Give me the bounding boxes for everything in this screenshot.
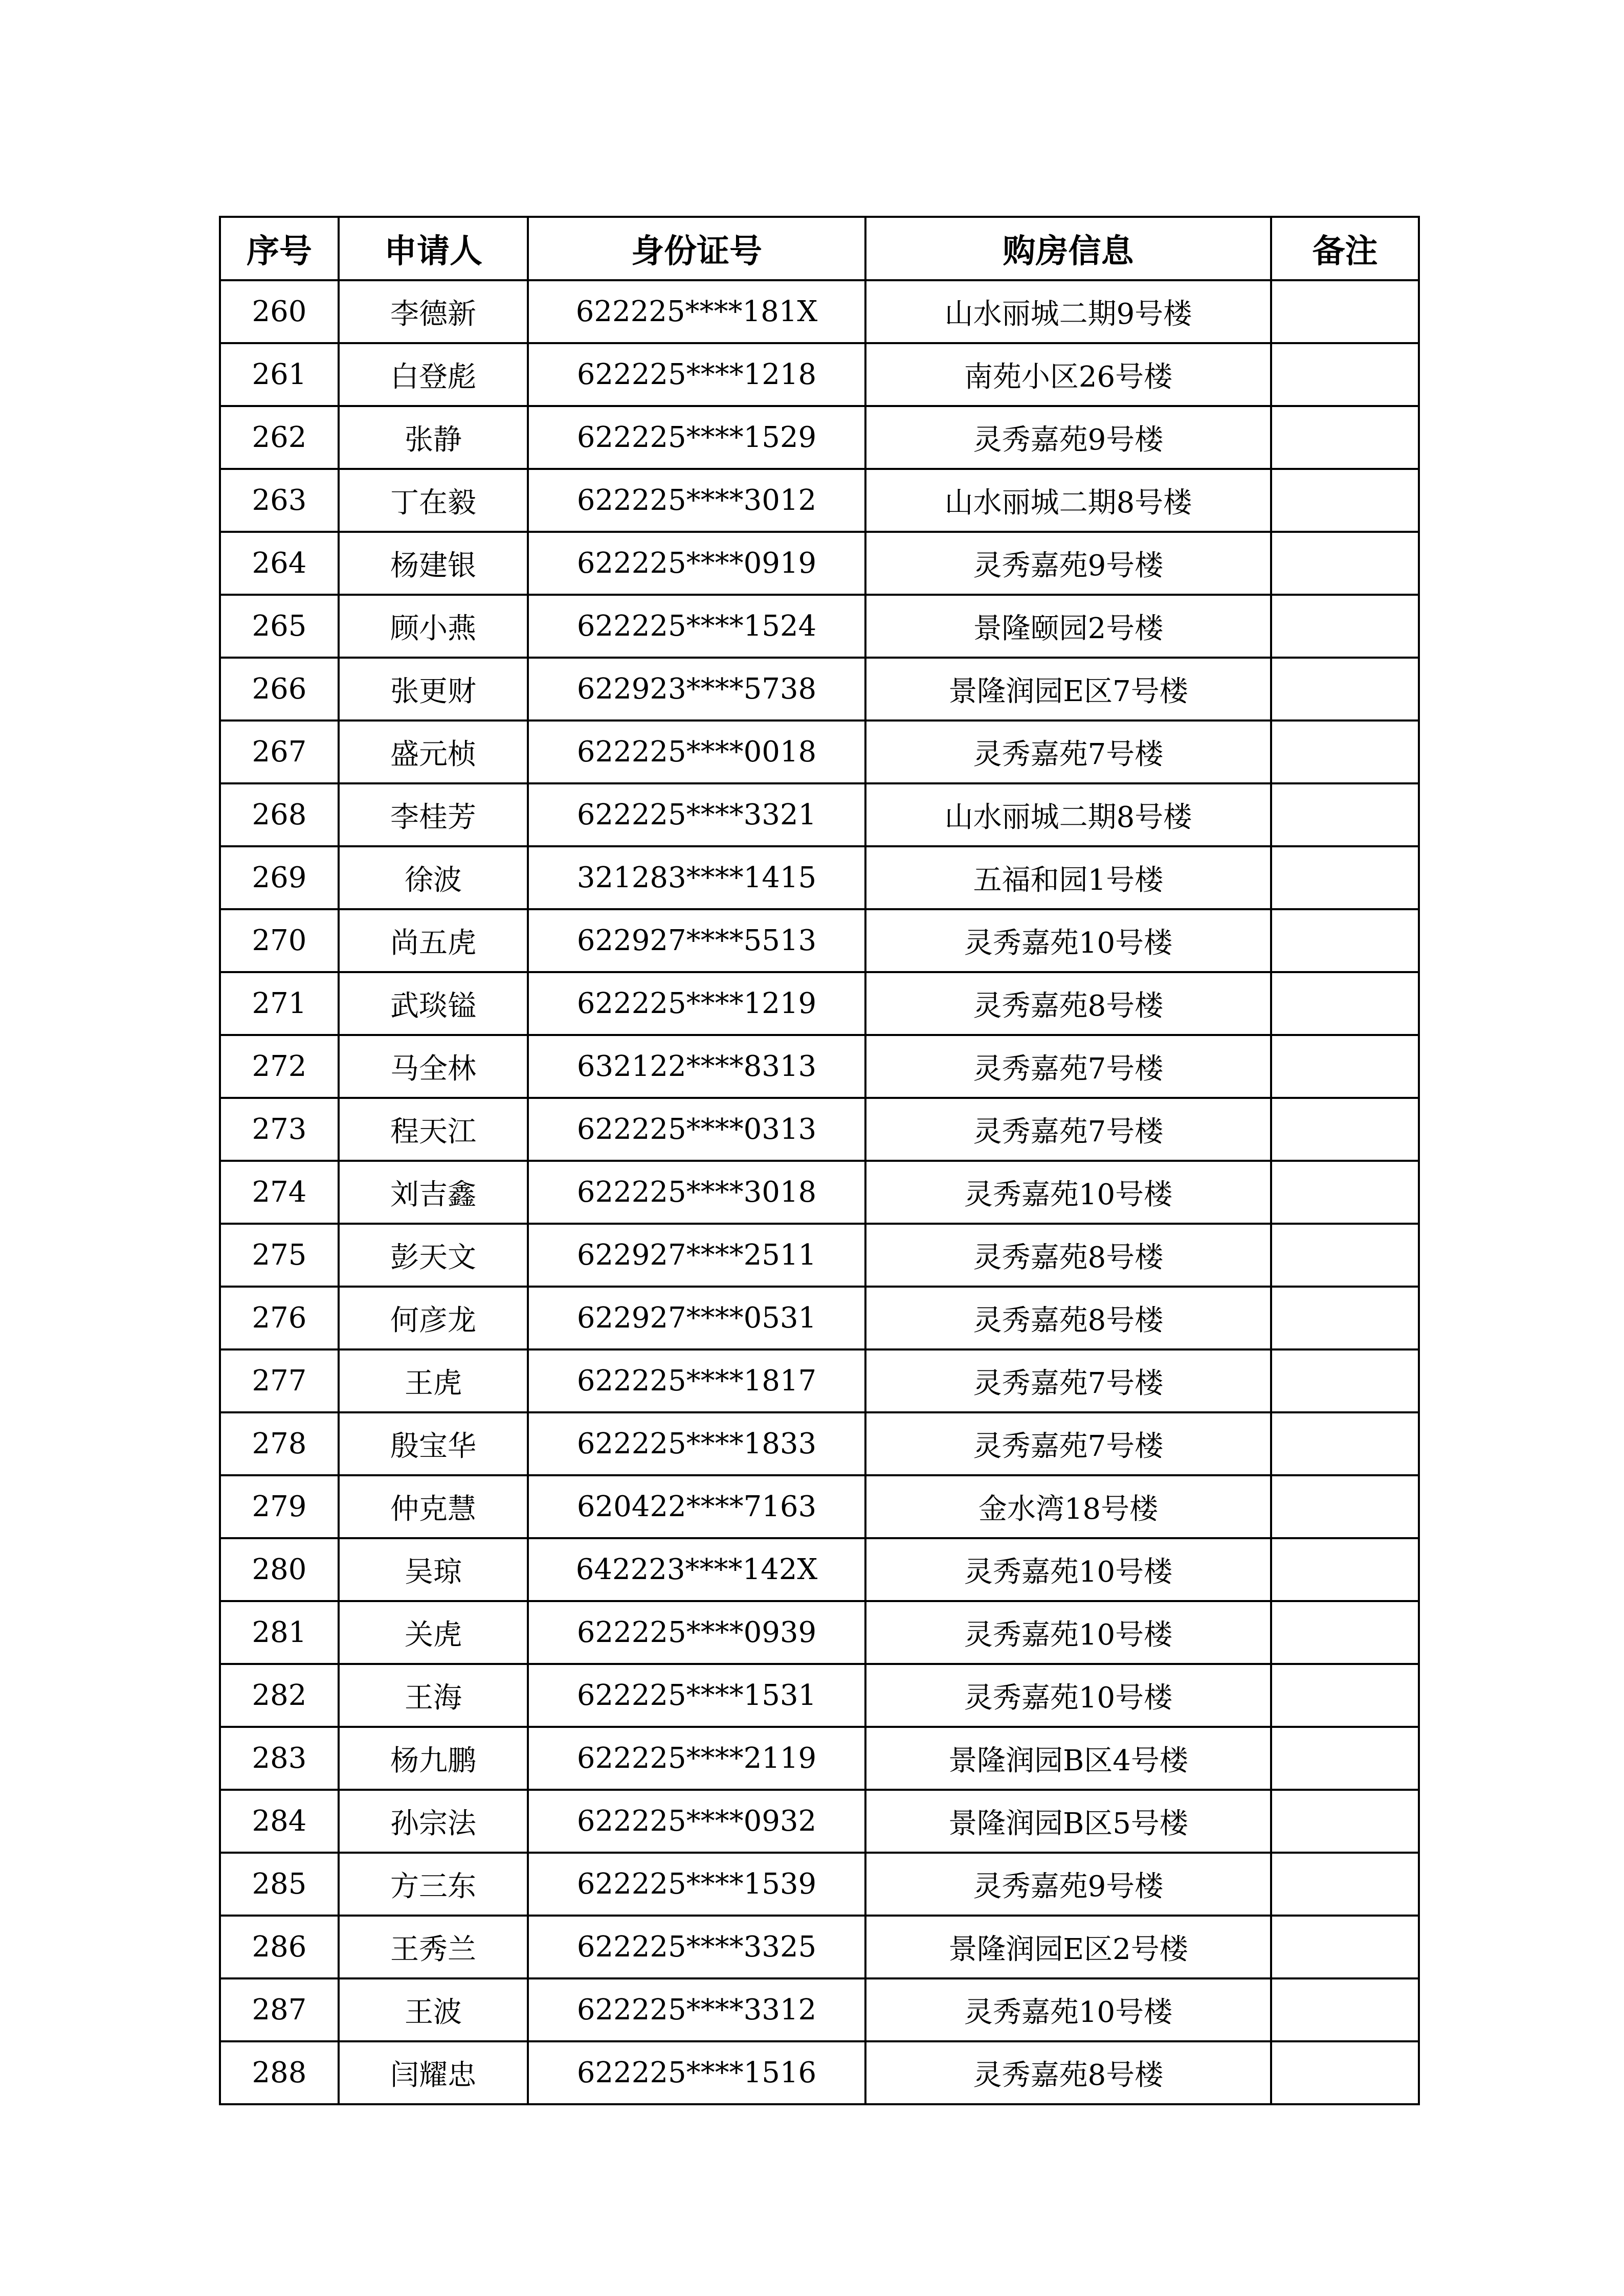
cell-seq: 272 bbox=[220, 1035, 339, 1098]
header-remarks: 备注 bbox=[1271, 217, 1419, 280]
cell-housing: 景隆润园E区2号楼 bbox=[865, 1916, 1271, 1978]
cell-remarks bbox=[1271, 846, 1419, 909]
cell-seq: 282 bbox=[220, 1664, 339, 1727]
cell-id-number: 622225****3325 bbox=[528, 1916, 865, 1978]
table-row bbox=[220, 1475, 1419, 1538]
cell-applicant: 王海 bbox=[339, 1664, 528, 1727]
table-row bbox=[220, 1349, 1419, 1412]
table-row bbox=[220, 1727, 1419, 1790]
cell-applicant: 李桂芳 bbox=[339, 783, 528, 846]
cell-remarks bbox=[1271, 658, 1419, 721]
applicant-table bbox=[219, 216, 1420, 2105]
cell-seq: 267 bbox=[220, 721, 339, 783]
table-row bbox=[220, 1538, 1419, 1601]
cell-id-number: 622225****1529 bbox=[528, 406, 865, 469]
table-row bbox=[220, 1035, 1419, 1098]
cell-applicant: 尚五虎 bbox=[339, 909, 528, 972]
cell-applicant: 吴琼 bbox=[339, 1538, 528, 1601]
table-row bbox=[220, 2041, 1419, 2104]
table-row bbox=[220, 909, 1419, 972]
cell-seq: 273 bbox=[220, 1098, 339, 1161]
table-row bbox=[220, 1601, 1419, 1664]
cell-seq: 271 bbox=[220, 972, 339, 1035]
cell-remarks bbox=[1271, 469, 1419, 532]
cell-housing: 灵秀嘉苑10号楼 bbox=[865, 1601, 1271, 1664]
cell-remarks bbox=[1271, 1853, 1419, 1916]
cell-seq: 275 bbox=[220, 1224, 339, 1287]
cell-applicant: 武琰镒 bbox=[339, 972, 528, 1035]
cell-remarks bbox=[1271, 1727, 1419, 1790]
cell-id-number: 622225****3321 bbox=[528, 783, 865, 846]
header-row bbox=[220, 217, 1419, 280]
cell-seq: 274 bbox=[220, 1161, 339, 1224]
cell-seq: 266 bbox=[220, 658, 339, 721]
cell-applicant: 殷宝华 bbox=[339, 1412, 528, 1475]
cell-housing: 山水丽城二期8号楼 bbox=[865, 783, 1271, 846]
table-row bbox=[220, 343, 1419, 406]
cell-remarks bbox=[1271, 1161, 1419, 1224]
cell-seq: 280 bbox=[220, 1538, 339, 1601]
cell-housing: 景隆润园B区4号楼 bbox=[865, 1727, 1271, 1790]
table-row bbox=[220, 595, 1419, 658]
cell-remarks bbox=[1271, 2041, 1419, 2104]
table-row bbox=[220, 1978, 1419, 2041]
cell-applicant: 盛元桢 bbox=[339, 721, 528, 783]
table-row bbox=[220, 280, 1419, 343]
cell-applicant: 杨九鹏 bbox=[339, 1727, 528, 1790]
cell-seq: 268 bbox=[220, 783, 339, 846]
cell-remarks bbox=[1271, 1790, 1419, 1853]
cell-remarks bbox=[1271, 783, 1419, 846]
cell-id-number: 622225****1817 bbox=[528, 1349, 865, 1412]
table-row bbox=[220, 972, 1419, 1035]
cell-housing: 景隆颐园2号楼 bbox=[865, 595, 1271, 658]
cell-applicant: 孙宗法 bbox=[339, 1790, 528, 1853]
cell-id-number: 622927****2511 bbox=[528, 1224, 865, 1287]
table-row bbox=[220, 783, 1419, 846]
table-header bbox=[220, 217, 1419, 280]
cell-housing: 山水丽城二期8号楼 bbox=[865, 469, 1271, 532]
cell-seq: 276 bbox=[220, 1287, 339, 1349]
table-row bbox=[220, 1664, 1419, 1727]
cell-id-number: 622225****0313 bbox=[528, 1098, 865, 1161]
cell-housing: 灵秀嘉苑10号楼 bbox=[865, 1538, 1271, 1601]
cell-applicant: 白登彪 bbox=[339, 343, 528, 406]
table-row bbox=[220, 1853, 1419, 1916]
cell-seq: 261 bbox=[220, 343, 339, 406]
cell-remarks bbox=[1271, 1287, 1419, 1349]
cell-housing: 灵秀嘉苑10号楼 bbox=[865, 1664, 1271, 1727]
cell-housing: 灵秀嘉苑7号楼 bbox=[865, 1349, 1271, 1412]
table-row bbox=[220, 1412, 1419, 1475]
cell-seq: 270 bbox=[220, 909, 339, 972]
cell-seq: 269 bbox=[220, 846, 339, 909]
cell-remarks bbox=[1271, 406, 1419, 469]
cell-housing: 灵秀嘉苑8号楼 bbox=[865, 2041, 1271, 2104]
cell-seq: 278 bbox=[220, 1412, 339, 1475]
table-row bbox=[220, 532, 1419, 595]
cell-seq: 285 bbox=[220, 1853, 339, 1916]
cell-remarks bbox=[1271, 1916, 1419, 1978]
cell-remarks bbox=[1271, 1098, 1419, 1161]
cell-remarks bbox=[1271, 532, 1419, 595]
cell-housing: 灵秀嘉苑8号楼 bbox=[865, 1287, 1271, 1349]
cell-applicant: 刘吉鑫 bbox=[339, 1161, 528, 1224]
cell-housing: 灵秀嘉苑10号楼 bbox=[865, 1978, 1271, 2041]
cell-housing: 灵秀嘉苑9号楼 bbox=[865, 1853, 1271, 1916]
cell-applicant: 徐波 bbox=[339, 846, 528, 909]
cell-remarks bbox=[1271, 280, 1419, 343]
table-row bbox=[220, 406, 1419, 469]
header-applicant: 申请人 bbox=[339, 217, 528, 280]
cell-id-number: 632122****8313 bbox=[528, 1035, 865, 1098]
table-row bbox=[220, 1790, 1419, 1853]
cell-applicant: 丁在毅 bbox=[339, 469, 528, 532]
cell-remarks bbox=[1271, 1978, 1419, 2041]
table-row bbox=[220, 1224, 1419, 1287]
cell-id-number: 622225****3012 bbox=[528, 469, 865, 532]
cell-applicant: 关虎 bbox=[339, 1601, 528, 1664]
cell-remarks bbox=[1271, 1349, 1419, 1412]
cell-housing: 灵秀嘉苑7号楼 bbox=[865, 1098, 1271, 1161]
cell-housing: 灵秀嘉苑7号楼 bbox=[865, 1035, 1271, 1098]
cell-remarks bbox=[1271, 343, 1419, 406]
cell-id-number: 622225****3312 bbox=[528, 1978, 865, 2041]
cell-applicant: 杨建银 bbox=[339, 532, 528, 595]
cell-housing: 景隆润园E区7号楼 bbox=[865, 658, 1271, 721]
cell-id-number: 622225****1219 bbox=[528, 972, 865, 1035]
cell-housing: 南苑小区26号楼 bbox=[865, 343, 1271, 406]
cell-housing: 景隆润园B区5号楼 bbox=[865, 1790, 1271, 1853]
cell-id-number: 622225****1539 bbox=[528, 1853, 865, 1916]
cell-housing: 灵秀嘉苑9号楼 bbox=[865, 532, 1271, 595]
cell-applicant: 李德新 bbox=[339, 280, 528, 343]
cell-id-number: 622225****0919 bbox=[528, 532, 865, 595]
cell-applicant: 张静 bbox=[339, 406, 528, 469]
cell-id-number: 622927****0531 bbox=[528, 1287, 865, 1349]
cell-applicant: 方三东 bbox=[339, 1853, 528, 1916]
cell-housing: 灵秀嘉苑8号楼 bbox=[865, 1224, 1271, 1287]
table-row bbox=[220, 1916, 1419, 1978]
cell-housing: 灵秀嘉苑7号楼 bbox=[865, 1412, 1271, 1475]
cell-id-number: 620422****7163 bbox=[528, 1475, 865, 1538]
cell-housing: 灵秀嘉苑8号楼 bbox=[865, 972, 1271, 1035]
cell-housing: 五福和园1号楼 bbox=[865, 846, 1271, 909]
cell-housing: 灵秀嘉苑9号楼 bbox=[865, 406, 1271, 469]
cell-remarks bbox=[1271, 1475, 1419, 1538]
cell-id-number: 622225****2119 bbox=[528, 1727, 865, 1790]
cell-housing: 灵秀嘉苑10号楼 bbox=[865, 1161, 1271, 1224]
cell-applicant: 王虎 bbox=[339, 1349, 528, 1412]
cell-applicant: 彭天文 bbox=[339, 1224, 528, 1287]
cell-id-number: 622225****1516 bbox=[528, 2041, 865, 2104]
cell-seq: 288 bbox=[220, 2041, 339, 2104]
cell-applicant: 马全林 bbox=[339, 1035, 528, 1098]
table-row bbox=[220, 1161, 1419, 1224]
table-row bbox=[220, 658, 1419, 721]
cell-remarks bbox=[1271, 1601, 1419, 1664]
table-row bbox=[220, 1098, 1419, 1161]
cell-id-number: 622225****1218 bbox=[528, 343, 865, 406]
cell-remarks bbox=[1271, 595, 1419, 658]
cell-remarks bbox=[1271, 1224, 1419, 1287]
cell-seq: 284 bbox=[220, 1790, 339, 1853]
cell-seq: 279 bbox=[220, 1475, 339, 1538]
cell-id-number: 622225****1524 bbox=[528, 595, 865, 658]
header-id-number: 身份证号 bbox=[528, 217, 865, 280]
table-row bbox=[220, 721, 1419, 783]
cell-remarks bbox=[1271, 972, 1419, 1035]
header-housing: 购房信息 bbox=[865, 217, 1271, 280]
cell-seq: 286 bbox=[220, 1916, 339, 1978]
cell-remarks bbox=[1271, 721, 1419, 783]
cell-id-number: 622225****3018 bbox=[528, 1161, 865, 1224]
table-row bbox=[220, 846, 1419, 909]
cell-housing: 金水湾18号楼 bbox=[865, 1475, 1271, 1538]
cell-housing: 灵秀嘉苑7号楼 bbox=[865, 721, 1271, 783]
cell-housing: 山水丽城二期9号楼 bbox=[865, 280, 1271, 343]
cell-applicant: 王秀兰 bbox=[339, 1916, 528, 1978]
cell-remarks bbox=[1271, 909, 1419, 972]
cell-remarks bbox=[1271, 1035, 1419, 1098]
cell-id-number: 622225****0939 bbox=[528, 1601, 865, 1664]
cell-id-number: 622225****0932 bbox=[528, 1790, 865, 1853]
cell-housing: 灵秀嘉苑10号楼 bbox=[865, 909, 1271, 972]
cell-id-number: 622923****5738 bbox=[528, 658, 865, 721]
cell-seq: 287 bbox=[220, 1978, 339, 2041]
cell-seq: 260 bbox=[220, 280, 339, 343]
cell-id-number: 622927****5513 bbox=[528, 909, 865, 972]
cell-id-number: 622225****0018 bbox=[528, 721, 865, 783]
cell-remarks bbox=[1271, 1538, 1419, 1601]
table-row bbox=[220, 1287, 1419, 1349]
cell-applicant: 闫耀忠 bbox=[339, 2041, 528, 2104]
cell-applicant: 顾小燕 bbox=[339, 595, 528, 658]
cell-applicant: 仲克慧 bbox=[339, 1475, 528, 1538]
cell-remarks bbox=[1271, 1412, 1419, 1475]
cell-applicant: 何彦龙 bbox=[339, 1287, 528, 1349]
cell-applicant: 程天江 bbox=[339, 1098, 528, 1161]
cell-seq: 263 bbox=[220, 469, 339, 532]
cell-applicant: 王波 bbox=[339, 1978, 528, 2041]
table-row bbox=[220, 469, 1419, 532]
cell-seq: 283 bbox=[220, 1727, 339, 1790]
cell-seq: 262 bbox=[220, 406, 339, 469]
cell-id-number: 321283****1415 bbox=[528, 846, 865, 909]
cell-id-number: 622225****181X bbox=[528, 280, 865, 343]
cell-seq: 264 bbox=[220, 532, 339, 595]
cell-id-number: 622225****1531 bbox=[528, 1664, 865, 1727]
header-seq: 序号 bbox=[220, 217, 339, 280]
cell-remarks bbox=[1271, 1664, 1419, 1727]
cell-id-number: 642223****142X bbox=[528, 1538, 865, 1601]
cell-seq: 277 bbox=[220, 1349, 339, 1412]
cell-applicant: 张更财 bbox=[339, 658, 528, 721]
cell-seq: 281 bbox=[220, 1601, 339, 1664]
cell-id-number: 622225****1833 bbox=[528, 1412, 865, 1475]
cell-seq: 265 bbox=[220, 595, 339, 658]
table-body bbox=[220, 280, 1419, 2104]
